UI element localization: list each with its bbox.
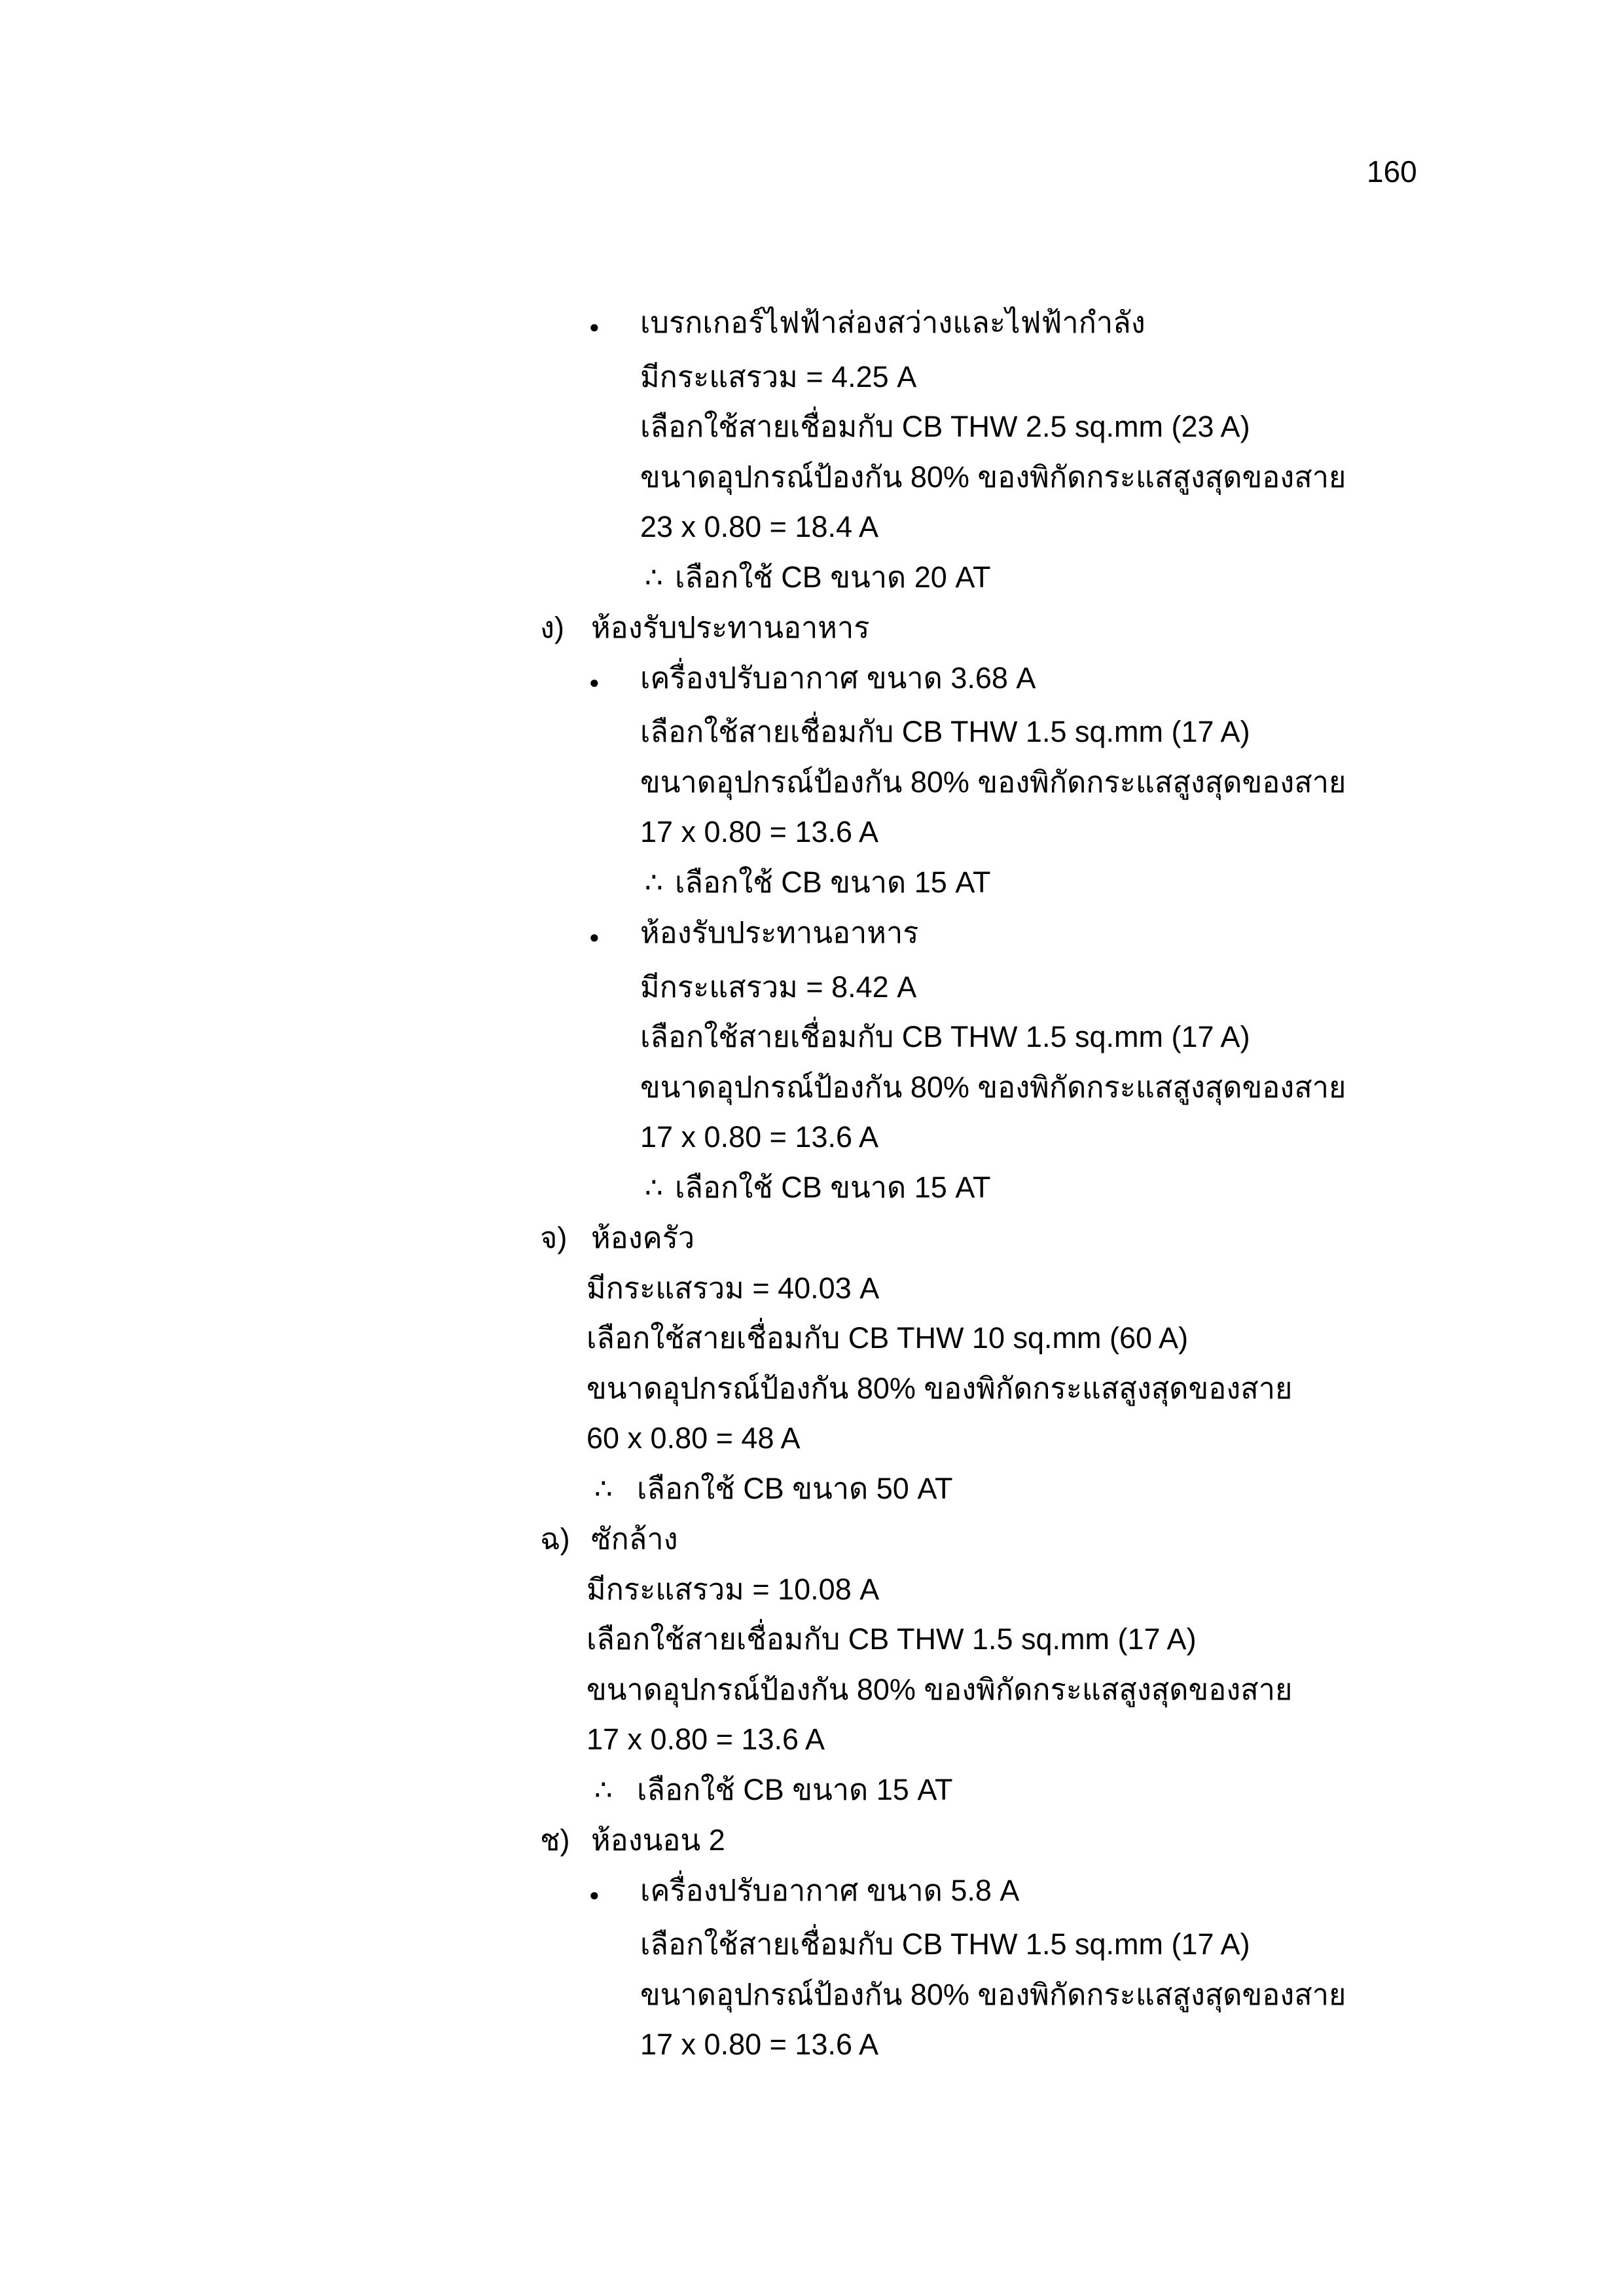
text-line	[0, 1715, 1624, 1765]
line-text: เลือกใช้ CB ขนาด 15 AT	[637, 1772, 953, 1806]
bullet-icon: ●	[589, 672, 600, 692]
text-line	[0, 1866, 1624, 1920]
line-text: เลือกใช้ CB ขนาด 50 AT	[637, 1471, 953, 1505]
line-text: ขนาดอุปกรณ์ป้องกัน 80% ของพิกัดกระแสสูงสุดของสาย	[586, 1672, 1293, 1706]
line-text: เลือกใช้ CB ขนาด 15 AT	[675, 1170, 991, 1204]
line-text: เลือกใช้สายเชื่อมกับ CB THW 2.5 sq.mm (23 A)	[640, 410, 1250, 443]
text-line	[0, 352, 1624, 403]
text-line	[0, 1920, 1624, 1970]
line-text: เลือกใช้สายเชื่อมกับ CB THW 1.5 sq.mm (17 A)	[640, 715, 1250, 748]
bullet-icon: ●	[589, 927, 600, 947]
line-text: 17 x 0.80 = 13.6 A	[640, 1120, 879, 1154]
therefore-symbol: ∴	[645, 866, 663, 899]
section-label: ช)	[540, 1823, 570, 1857]
section-label: ง)	[540, 611, 564, 644]
therefore-symbol: ∴	[645, 561, 663, 594]
line-text: เลือกใช้สายเชื่อมกับ CB THW 1.5 sq.mm (17 A)	[640, 1927, 1250, 1961]
text-line	[0, 1063, 1624, 1113]
line-text: ขนาดอุปกรณ์ป้องกัน 80% ของพิกัดกระแสสูงสุดของสาย	[640, 1070, 1346, 1104]
line-text: 60 x 0.80 = 48 A	[586, 1421, 801, 1455]
line-text: มีกระแสรวม = 8.42 A	[640, 970, 917, 1004]
line-text: ขนาดอุปกรณ์ป้องกัน 80% ของพิกัดกระแสสูงสุดของสาย	[586, 1371, 1293, 1405]
line-text: เลือกใช้สายเชื่อมกับ CB THW 10 sq.mm (60 A)	[586, 1321, 1189, 1355]
line-text: ห้องนอน 2	[591, 1823, 725, 1857]
line-text: 23 x 0.80 = 18.4 A	[640, 510, 879, 543]
page-number: 160	[1367, 155, 1417, 189]
text-line	[0, 1364, 1624, 1414]
text-line	[0, 757, 1624, 808]
text-line	[0, 402, 1624, 452]
text-line	[0, 707, 1624, 757]
line-text: ซักล้าง	[591, 1522, 678, 1556]
text-line	[0, 1815, 1624, 1866]
therefore-symbol: ∴	[594, 1472, 613, 1505]
text-line	[0, 1565, 1624, 1615]
text-line	[0, 1163, 1624, 1214]
text-line	[0, 1765, 1624, 1816]
text-line	[0, 1413, 1624, 1464]
line-text: ขนาดอุปกรณ์ป้องกัน 80% ของพิกัดกระแสสูงสุดของสาย	[640, 765, 1346, 799]
line-text: เครื่องปรับอากาศ ขนาด 3.68 A	[640, 661, 1036, 695]
text-line	[0, 1213, 1624, 1264]
line-text: เลือกใช้สายเชื่อมกับ CB THW 1.5 sq.mm (17 A)	[586, 1622, 1197, 1656]
line-text: ห้องรับประทานอาหาร	[640, 916, 919, 949]
text-line	[0, 807, 1624, 858]
line-text: 17 x 0.80 = 13.6 A	[640, 815, 879, 848]
text-line	[0, 908, 1624, 962]
line-text: เลือกใช้สายเชื่อมกับ CB THW 1.5 sq.mm (17 A)	[640, 1020, 1250, 1053]
line-text: เลือกใช้ CB ขนาด 15 AT	[675, 865, 991, 899]
text-line	[0, 1514, 1624, 1565]
line-text: เลือกใช้ CB ขนาด 20 AT	[675, 560, 991, 594]
text-line	[0, 603, 1624, 653]
text-line	[0, 1464, 1624, 1515]
text-line	[0, 962, 1624, 1013]
line-text: ห้องครัว	[591, 1221, 695, 1254]
line-text: เบรกเกอร์ไฟฟ้าส่องสว่างและไฟฟ้ากำลัง	[640, 306, 1146, 339]
line-text: 17 x 0.80 = 13.6 A	[586, 1722, 825, 1756]
line-text: มีกระแสรวม = 40.03 A	[586, 1271, 880, 1305]
text-line	[0, 553, 1624, 604]
text-line	[0, 1012, 1624, 1063]
line-text: ขนาดอุปกรณ์ป้องกัน 80% ของพิกัดกระแสสูงสุดของสาย	[640, 1977, 1346, 2011]
text-line	[0, 1313, 1624, 1364]
bullet-icon: ●	[589, 1884, 600, 1904]
text-line	[0, 858, 1624, 909]
section-label: ฉ)	[540, 1522, 570, 1556]
line-text: 17 x 0.80 = 13.6 A	[640, 2028, 879, 2061]
page-content	[0, 298, 1624, 2070]
text-line	[0, 2020, 1624, 2070]
text-line	[0, 1112, 1624, 1163]
therefore-symbol: ∴	[645, 1171, 663, 1204]
text-line	[0, 1614, 1624, 1665]
text-line	[0, 452, 1624, 503]
line-text: มีกระแสรวม = 10.08 A	[586, 1572, 880, 1606]
therefore-symbol: ∴	[594, 1774, 613, 1806]
bullet-icon: ●	[589, 317, 600, 337]
text-line	[0, 298, 1624, 352]
section-label: จ)	[540, 1221, 568, 1254]
line-text: มีกระแสรวม = 4.25 A	[640, 359, 917, 393]
line-text: ห้องรับประทานอาหาร	[591, 611, 870, 644]
text-line	[0, 653, 1624, 708]
text-line	[0, 1970, 1624, 2020]
text-line	[0, 1665, 1624, 1715]
line-text: เครื่องปรับอากาศ ขนาด 5.8 A	[640, 1873, 1020, 1907]
text-line	[0, 502, 1624, 553]
text-line	[0, 1264, 1624, 1314]
line-text: ขนาดอุปกรณ์ป้องกัน 80% ของพิกัดกระแสสูงสุดของสาย	[640, 460, 1346, 494]
